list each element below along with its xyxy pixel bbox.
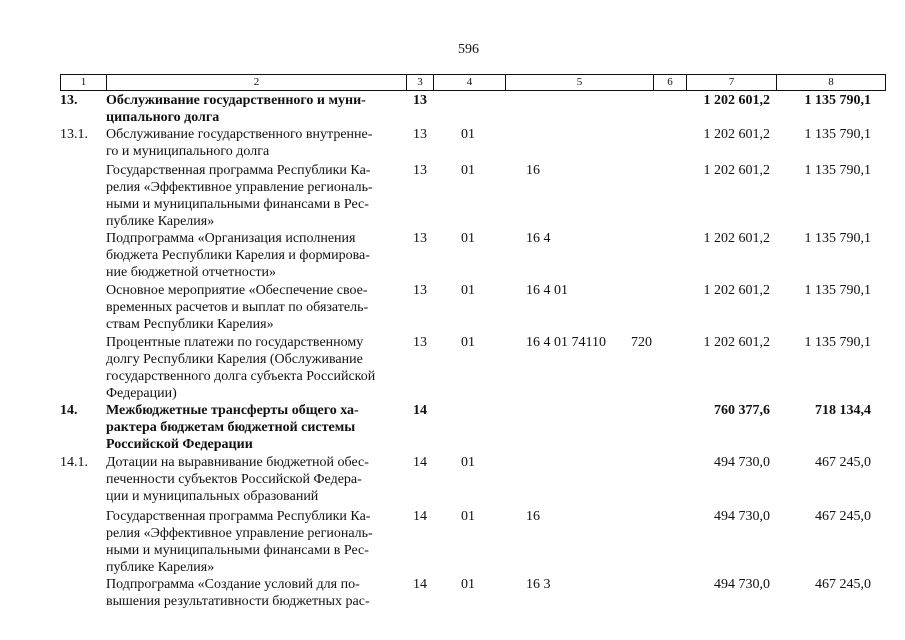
description-line: Процентные платежи по государственному	[106, 335, 364, 350]
amount-col8: 1 135 790,1	[804, 283, 871, 298]
section-code: 14	[413, 509, 427, 524]
section-code: 14	[413, 577, 427, 592]
description-line: Российской Федерации	[106, 437, 253, 452]
row-description	[106, 92, 406, 126]
description-line: Основное мероприятие «Обеспечение свое-	[106, 283, 368, 298]
description-line: релия «Эффективное управление региональ-	[106, 526, 373, 541]
amount-col8: 1 135 790,1	[804, 127, 871, 142]
amount-col8: 467 245,0	[815, 455, 871, 470]
section-code: 14	[413, 455, 427, 470]
description-line: публике Карелия»	[106, 214, 215, 229]
amount-col7: 1 202 601,2	[703, 231, 770, 246]
subsection-code: 01	[461, 455, 475, 470]
description-line: ствам Республики Карелия»	[106, 317, 274, 332]
description-line: долгу Республики Карелия (Обслуживание	[106, 352, 363, 367]
header-cell-4: 4	[434, 75, 506, 90]
amount-col8: 1 135 790,1	[804, 335, 871, 350]
subsection-code: 01	[461, 577, 475, 592]
amount-col7: 1 202 601,2	[703, 93, 770, 108]
description-line: ние бюджетной отчетности»	[106, 265, 276, 280]
description-line: временных расчетов и выплат по обязатель-	[106, 300, 369, 315]
subsection-code: 01	[461, 509, 475, 524]
subsection-code: 01	[461, 163, 475, 178]
amount-col7: 494 730,0	[714, 455, 770, 470]
amount-col7: 1 202 601,2	[703, 283, 770, 298]
subsection-code: 01	[461, 127, 475, 142]
row-description	[106, 126, 406, 160]
header-cell-3: 3	[407, 75, 434, 90]
description-line: Подпрограмма «Создание условий для по-	[106, 577, 360, 592]
description-line: Государственная программа Республики Ка-	[106, 163, 371, 178]
description-line: ными и муниципальными финансами в Рес-	[106, 543, 369, 558]
row-number: 13.	[60, 93, 78, 108]
amount-col8: 718 134,4	[815, 403, 871, 418]
section-code: 13	[413, 127, 427, 142]
target-article-code: 16 4 01	[526, 283, 568, 298]
description-line: ции и муниципальных образований	[106, 489, 319, 504]
description-line: Межбюджетные трансферты общего ха-	[106, 403, 359, 418]
target-article-code: 16	[526, 163, 540, 178]
row-description	[106, 162, 406, 230]
subsection-code: 01	[461, 231, 475, 246]
table-header	[60, 74, 886, 91]
header-cell-5: 5	[506, 75, 654, 90]
row-description	[106, 402, 406, 453]
description-line: вышения результативности бюджетных рас-	[106, 594, 370, 609]
description-line: ными и муниципальными финансами в Рес-	[106, 197, 369, 212]
page-number: 596	[458, 42, 479, 57]
target-article-code: 16	[526, 509, 540, 524]
row-description	[106, 508, 406, 576]
header-cell-2: 2	[107, 75, 407, 90]
description-line: го и муниципального долга	[106, 144, 270, 159]
description-line: Федерации)	[106, 386, 177, 401]
amount-col8: 1 135 790,1	[804, 163, 871, 178]
amount-col8: 467 245,0	[815, 509, 871, 524]
description-line: Обслуживание государственного внутренне-	[106, 127, 373, 142]
target-article-code: 16 4 01 74110	[526, 335, 606, 350]
subsection-code: 01	[461, 283, 475, 298]
amount-col7: 1 202 601,2	[703, 335, 770, 350]
description-line: печенности субъектов Российской Федера-	[106, 472, 362, 487]
description-line: Дотации на выравнивание бюджетной обес-	[106, 455, 369, 470]
row-number: 14.	[60, 403, 78, 418]
description-line: бюджета Республики Карелия и формирова-	[106, 248, 370, 263]
row-description	[106, 454, 406, 505]
amount-col7: 494 730,0	[714, 509, 770, 524]
amount-col8: 1 135 790,1	[804, 231, 871, 246]
description-line: рактера бюджетам бюджетной системы	[106, 420, 356, 435]
amount-col8: 1 135 790,1	[804, 93, 871, 108]
amount-col7: 760 377,6	[714, 403, 770, 418]
row-number: 14.1.	[60, 455, 88, 470]
amount-col7: 1 202 601,2	[703, 163, 770, 178]
row-description	[106, 230, 406, 281]
subsection-code: 01	[461, 335, 475, 350]
header-cell-6: 6	[654, 75, 687, 90]
description-line: ципального долга	[106, 110, 220, 125]
row-number: 13.1.	[60, 127, 88, 142]
section-code: 13	[413, 163, 427, 178]
row-description	[106, 334, 406, 402]
header-cell-1: 1	[61, 75, 107, 90]
description-line: Подпрограмма «Организация исполнения	[106, 231, 356, 246]
description-line: государственного долга субъекта Российской	[106, 369, 376, 384]
section-code: 14	[413, 403, 427, 418]
description-line: Государственная программа Республики Ка-	[106, 509, 371, 524]
section-code: 13	[413, 283, 427, 298]
expense-type-code: 720	[631, 335, 652, 350]
amount-col8: 467 245,0	[815, 577, 871, 592]
row-description	[106, 576, 406, 610]
amount-col7: 1 202 601,2	[703, 127, 770, 142]
section-code: 13	[413, 231, 427, 246]
description-line: Обслуживание государственного и муни-	[106, 93, 366, 108]
amount-col7: 494 730,0	[714, 577, 770, 592]
row-description	[106, 282, 406, 333]
section-code: 13	[413, 335, 427, 350]
section-code: 13	[413, 93, 427, 108]
description-line: публике Карелия»	[106, 560, 215, 575]
header-cell-8: 8	[828, 76, 834, 88]
target-article-code: 16 3	[526, 577, 551, 592]
header-cell-7: 7	[687, 75, 777, 90]
description-line: релия «Эффективное управление региональ-	[106, 180, 373, 195]
target-article-code: 16 4	[526, 231, 551, 246]
